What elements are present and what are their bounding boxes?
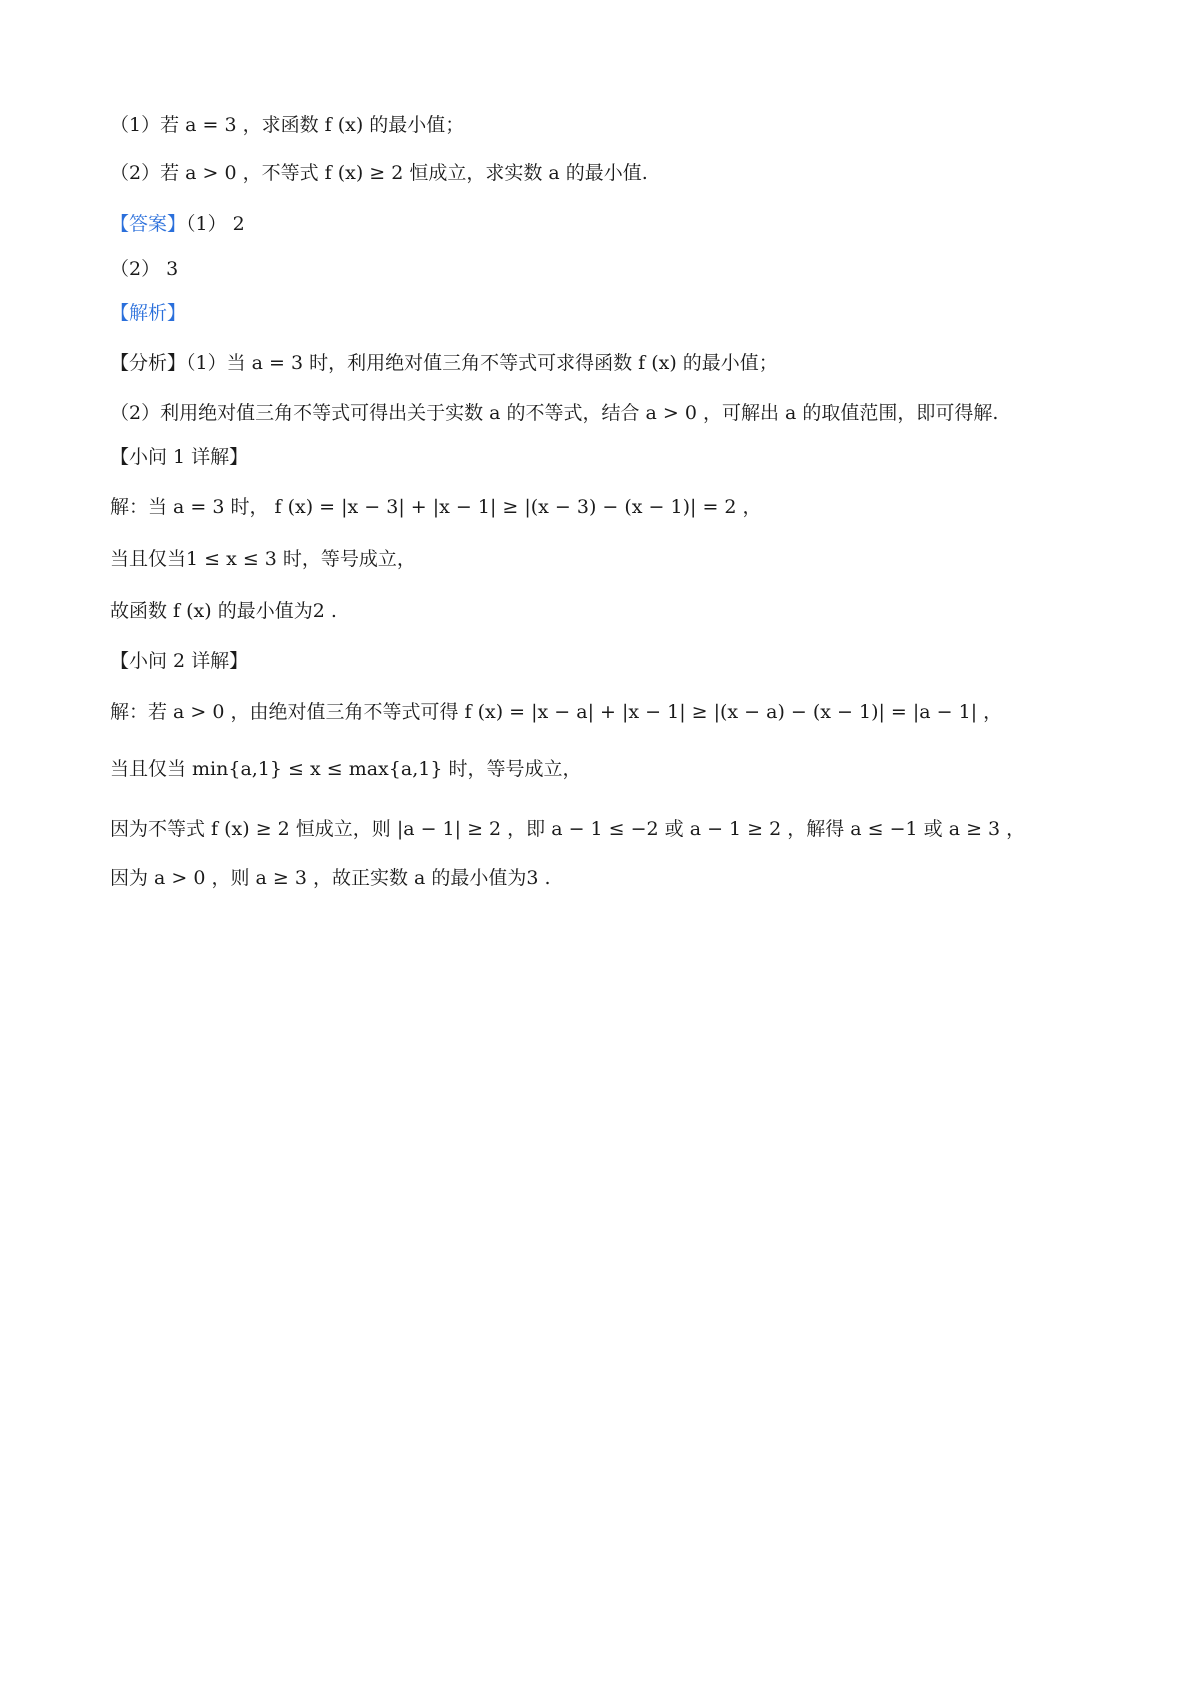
line-text: 当且仅当1 ≤ x ≤ 3 时，等号成立，: [110, 548, 416, 570]
subquestion-1-equality: [110, 546, 1140, 572]
answer-heading: [110, 211, 1140, 237]
subquestion-2-conclusion: [110, 865, 1140, 891]
line-text: 解：当 a = 3 时， f (x) = |x − 3| + |x − 1| ≥ |(x − 3) − (x − 1)| = 2 ，: [110, 496, 762, 518]
line-text: （2） 3: [110, 258, 179, 280]
answer-part-2: [110, 256, 1140, 282]
subquestion-1-heading: [110, 444, 1140, 470]
line-text: （1）若 a = 3 ，求函数 f (x) 的最小值；: [110, 114, 465, 136]
subquestion-2-equality: [110, 756, 1140, 782]
solution-label: 【解析】: [110, 302, 187, 324]
line-text: 故函数 f (x) 的最小值为2 .: [110, 600, 337, 622]
subquestion-1-conclusion: [110, 598, 1140, 624]
line-text: 【分析】（1）当 a = 3 时，利用绝对值三角不等式可求得函数 f (x) 的最小值；: [110, 352, 778, 374]
subquestion-2-heading: [110, 648, 1140, 674]
analysis-part-1: [110, 350, 1140, 376]
line-text: 【小问 1 详解】: [110, 446, 249, 468]
question-part-1: [110, 112, 1140, 138]
line-text: 当且仅当 min{a,1} ≤ x ≤ max{a,1} 时，等号成立，: [110, 758, 582, 780]
question-part-2: [110, 160, 1140, 186]
subquestion-2-solution: [110, 699, 1140, 725]
answer-label: 【答案】: [110, 213, 187, 235]
line-text: 解：若 a > 0 ，由绝对值三角不等式可得 f (x) = |x − a| + |x − 1| ≥ |(x − a) − (x − 1)| = |a − 1| ，: [110, 701, 1003, 723]
line-text: （2）利用绝对值三角不等式可得出关于实数 a 的不等式，结合 a > 0 ，可解出 a 的取值范围，即可得解.: [110, 402, 999, 424]
line-text: 【小问 2 详解】: [110, 650, 249, 672]
subquestion-2-inequality: [110, 816, 1140, 842]
solution-heading: [110, 300, 1140, 326]
subquestion-1-solution: [110, 494, 1140, 520]
analysis-part-2: [110, 400, 1140, 426]
answer-part-1: （1） 2: [186, 213, 245, 235]
line-text: 因为不等式 f (x) ≥ 2 恒成立，则 |a − 1| ≥ 2 ，即 a − 1 ≤ −2 或 a − 1 ≥ 2 ，解得 a ≤ −1 或 a ≥ 3 ，: [110, 818, 1026, 840]
line-text: （2）若 a > 0 ，不等式 f (x) ≥ 2 恒成立，求实数 a 的最小值.: [110, 162, 648, 184]
line-text: 因为 a > 0 ，则 a ≥ 3 ，故正实数 a 的最小值为3 .: [110, 867, 551, 889]
